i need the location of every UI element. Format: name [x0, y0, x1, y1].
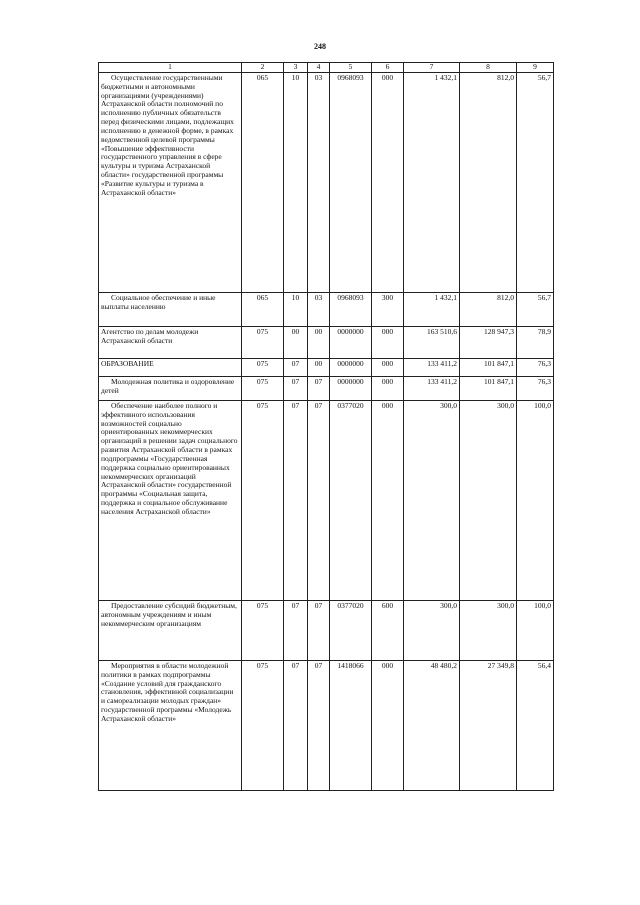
admin-code: 075 — [242, 358, 284, 376]
subsection-code: 03 — [308, 72, 330, 292]
column-number: 6 — [372, 63, 404, 73]
expense-type-code: 000 — [372, 400, 404, 600]
table-row — [99, 600, 554, 660]
row-name: ОБРАЗОВАНИЕ — [101, 358, 154, 368]
target-article-code: 0000000 — [330, 358, 372, 376]
admin-code: 075 — [242, 600, 284, 660]
expense-type-code: 600 — [372, 600, 404, 660]
subsection-code: 07 — [308, 400, 330, 600]
admin-code: 075 — [242, 400, 284, 600]
executed-amount: 27 349,8 — [460, 660, 517, 790]
admin-code: 075 — [242, 660, 284, 790]
section-code: 07 — [284, 660, 308, 790]
column-number: 2 — [242, 63, 284, 73]
column-number: 4 — [308, 63, 330, 73]
expense-type-code: 000 — [372, 660, 404, 790]
expense-type-code: 000 — [372, 358, 404, 376]
target-article-code: 0377020 — [330, 400, 372, 600]
section-code: 07 — [284, 376, 308, 400]
planned-amount: 163 510,6 — [404, 326, 460, 358]
subsection-code: 07 — [308, 600, 330, 660]
column-number: 3 — [284, 63, 308, 73]
section-code: 07 — [284, 600, 308, 660]
target-article-code: 0377020 — [330, 600, 372, 660]
column-number: 8 — [460, 63, 517, 73]
execution-percent: 76,3 — [517, 358, 554, 376]
column-number: 7 — [404, 63, 460, 73]
target-article-code: 0968093 — [330, 72, 372, 292]
planned-amount: 133 411,2 — [404, 358, 460, 376]
planned-amount: 1 432,1 — [404, 292, 460, 326]
table-row — [99, 292, 554, 326]
page-number: 248 — [314, 42, 326, 51]
row-name-cell — [99, 292, 242, 326]
planned-amount: 300,0 — [404, 600, 460, 660]
column-number-row — [99, 63, 554, 73]
table-row — [99, 72, 554, 292]
row-name-cell — [99, 600, 242, 660]
planned-amount: 48 480,2 — [404, 660, 460, 790]
target-article-code: 0968093 — [330, 292, 372, 326]
section-code: 00 — [284, 326, 308, 358]
execution-percent: 78,9 — [517, 326, 554, 358]
execution-percent: 100,0 — [517, 600, 554, 660]
section-code: 10 — [284, 292, 308, 326]
row-name-cell — [99, 358, 242, 376]
table-row — [99, 358, 554, 376]
row-name: Социальное обеспечение и иные выплаты населению — [101, 292, 216, 311]
subsection-code: 00 — [308, 326, 330, 358]
row-name-cell — [99, 400, 242, 600]
expense-type-code: 000 — [372, 376, 404, 400]
row-name: Мероприятия в области молодежной политики в рамках подпрограммы «Создание условий для гражданского становления, эффективной социализации и самореализации молодых граждан» государственной программы «Молодежь Астраханской области» — [101, 660, 234, 723]
target-article-code: 0000000 — [330, 376, 372, 400]
expense-type-code: 300 — [372, 292, 404, 326]
table-row — [99, 326, 554, 358]
planned-amount: 300,0 — [404, 400, 460, 600]
target-article-code: 0000000 — [330, 326, 372, 358]
expense-type-code: 000 — [372, 72, 404, 292]
column-number: 5 — [330, 63, 372, 73]
row-name: Предоставление субсидий бюджетным, автономным учреждениям и иным некоммерческим организациям — [101, 600, 237, 628]
row-name: Агентство по делам молодежи Астраханской области — [101, 326, 199, 345]
row-name-cell — [99, 326, 242, 358]
admin-code: 065 — [242, 72, 284, 292]
subsection-code: 03 — [308, 292, 330, 326]
row-name: Молодежная политика и оздоровление детей — [101, 376, 235, 395]
execution-percent: 100,0 — [517, 400, 554, 600]
target-article-code: 1418066 — [330, 660, 372, 790]
executed-amount: 128 947,3 — [460, 326, 517, 358]
column-number: 1 — [99, 63, 242, 73]
planned-amount: 1 432,1 — [404, 72, 460, 292]
row-name: Осуществление государственными бюджетными и автономными организациями (учреждениями) Астраханской области полномочий по исполнению публичных обязательств перед физическими лицами, подлежащих исполнению в денежной форме, в рамках ведомственной целевой программы «Повышение эффективности государственного управления в сфере культуры и туризма Астраханской области» государственной программы «Развитие культуры и туризма в Астраханской области» — [101, 72, 234, 197]
subsection-code: 07 — [308, 660, 330, 790]
subsection-code: 07 — [308, 376, 330, 400]
expense-type-code: 000 — [372, 326, 404, 358]
section-code: 10 — [284, 72, 308, 292]
table-row — [99, 376, 554, 400]
row-name-cell — [99, 660, 242, 790]
executed-amount: 300,0 — [460, 400, 517, 600]
execution-percent: 56,7 — [517, 292, 554, 326]
admin-code: 065 — [242, 292, 284, 326]
budget-table — [98, 62, 554, 791]
executed-amount: 101 847,1 — [460, 376, 517, 400]
table-row — [99, 660, 554, 790]
table-row — [99, 400, 554, 600]
subsection-code: 00 — [308, 358, 330, 376]
executed-amount: 812,0 — [460, 292, 517, 326]
admin-code: 075 — [242, 326, 284, 358]
row-name-cell — [99, 376, 242, 400]
planned-amount: 133 411,2 — [404, 376, 460, 400]
executed-amount: 300,0 — [460, 600, 517, 660]
executed-amount: 812,0 — [460, 72, 517, 292]
execution-percent: 56,4 — [517, 660, 554, 790]
execution-percent: 56,7 — [517, 72, 554, 292]
row-name: Обеспечение наиболее полного и эффективного использования возможностей социально ориентированных некоммерческих организаций в решении задач социального развития Астраханской области в рамках подпрограммы «Государственная поддержка социально ориентированных некоммерческих организаций Астраханской области» государственной программы «Социальная защита, поддержка и социальное обслуживание населения Астраханской области» — [101, 400, 238, 516]
section-code: 07 — [284, 358, 308, 376]
section-code: 07 — [284, 400, 308, 600]
admin-code: 075 — [242, 376, 284, 400]
row-name-cell — [99, 72, 242, 292]
column-number: 9 — [517, 63, 554, 73]
executed-amount: 101 847,1 — [460, 358, 517, 376]
execution-percent: 76,3 — [517, 376, 554, 400]
